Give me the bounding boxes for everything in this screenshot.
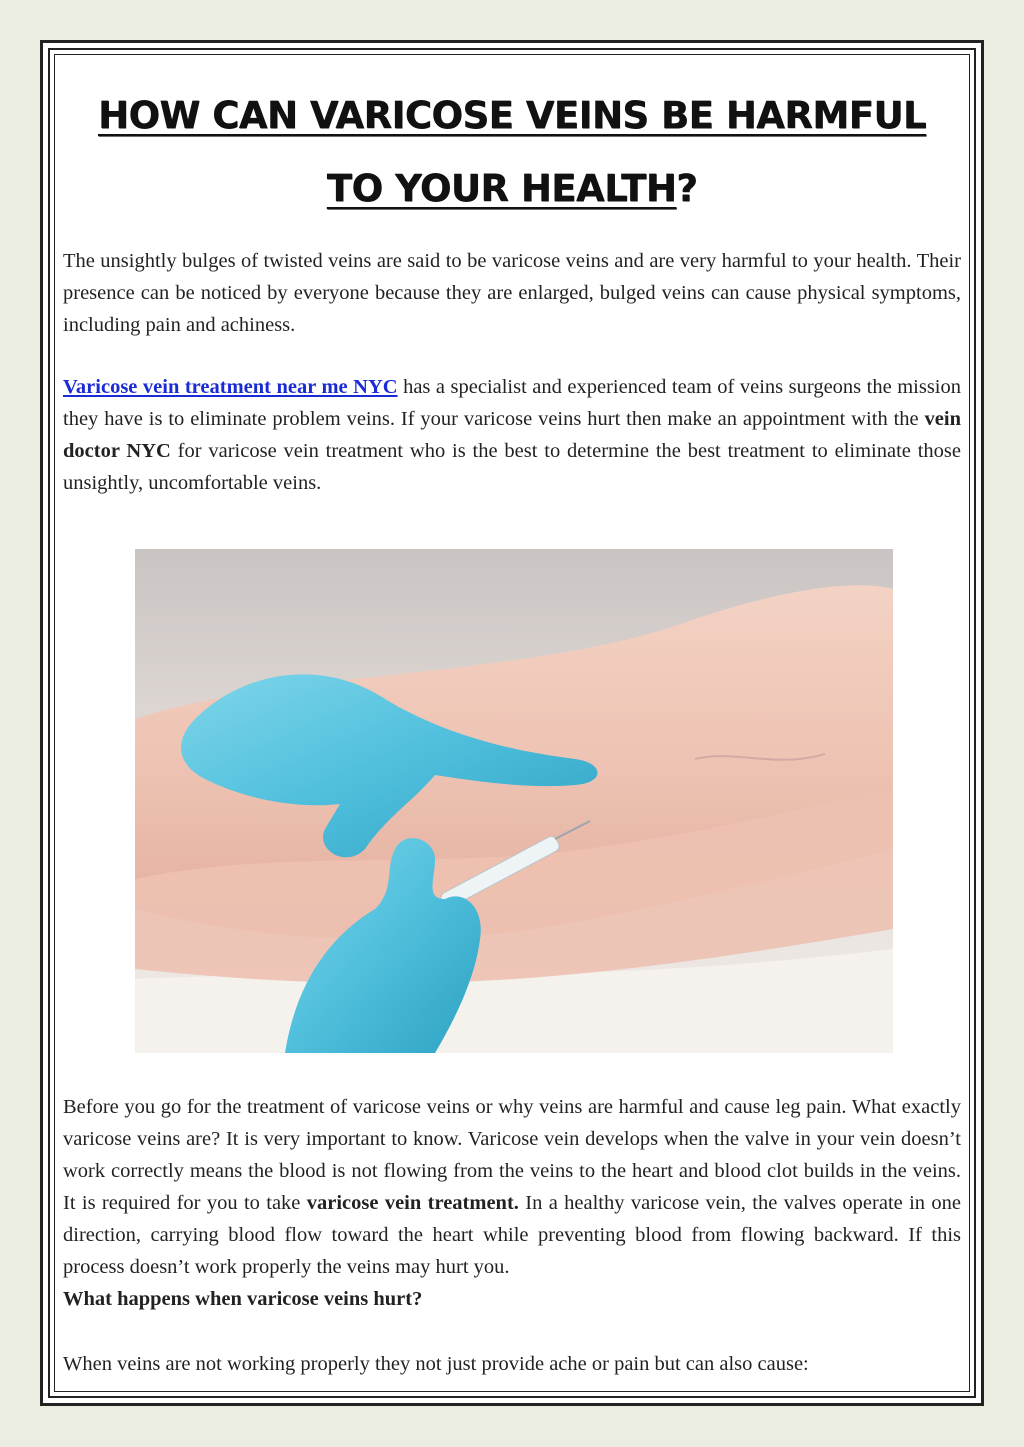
explain-text-b: In a healthy varicose vein, the valves operate in one direction, carrying blood flow toward the heart while preventing blood from flowing backward. If this process doesn’t work properly the veins may hurt you. [63, 1192, 962, 1278]
intro-paragraph: The unsightly bulges of twisted veins are said to be varicose veins and are very harmful to your health. Their presence can be noticed by everyone because they are enlarged, bulged veins can cause physical symptoms, including pain and achiness. [63, 250, 961, 336]
page-border [40, 40, 984, 1406]
vein-doctor-bold: vein doctor NYC [63, 408, 961, 462]
title-question-mark: ? [676, 167, 698, 210]
injection-illustration [135, 549, 893, 1053]
treatment-text-a: has a specialist and experienced team of veins surgeons the mission they have is to eliminate problem veins. If your varicose veins hurt then make an appointment with the [63, 376, 961, 430]
section-question: What happens when varicose veins hurt? [63, 1288, 423, 1310]
page-title [63, 79, 961, 225]
title-line-1: HOW CAN VARICOSE VEINS BE HARMFUL [97, 94, 926, 137]
varicose-treatment-link[interactable]: Varicose vein treatment near me NYC [63, 376, 398, 398]
explain-text-a: Before you go for the treatment of varicose veins or why veins are harmful and cause leg pain. What exactly varicose veins are? It is very important to know. Varicose vein develops when the valve in your vein doesn’t work correctly means the blood is not flowing from the veins to the heart and blood clot builds in the veins. It is required for you to take [63, 1096, 961, 1214]
treatment-photo [135, 549, 893, 1053]
article [63, 79, 961, 1380]
varicose-treatment-bold: varicose vein treatment. [306, 1192, 519, 1214]
title-line-2: TO YOUR HEALTH [326, 167, 677, 210]
closing-paragraph: When veins are not working properly they not just provide ache or pain but can also cause: [63, 1353, 809, 1375]
treatment-text-b: for varicose vein treatment who is the best to determine the best treatment to eliminate those unsightly, uncomfortable veins. [63, 440, 961, 494]
treatment-paragraph [63, 371, 961, 499]
explanation-paragraph [63, 1091, 961, 1283]
